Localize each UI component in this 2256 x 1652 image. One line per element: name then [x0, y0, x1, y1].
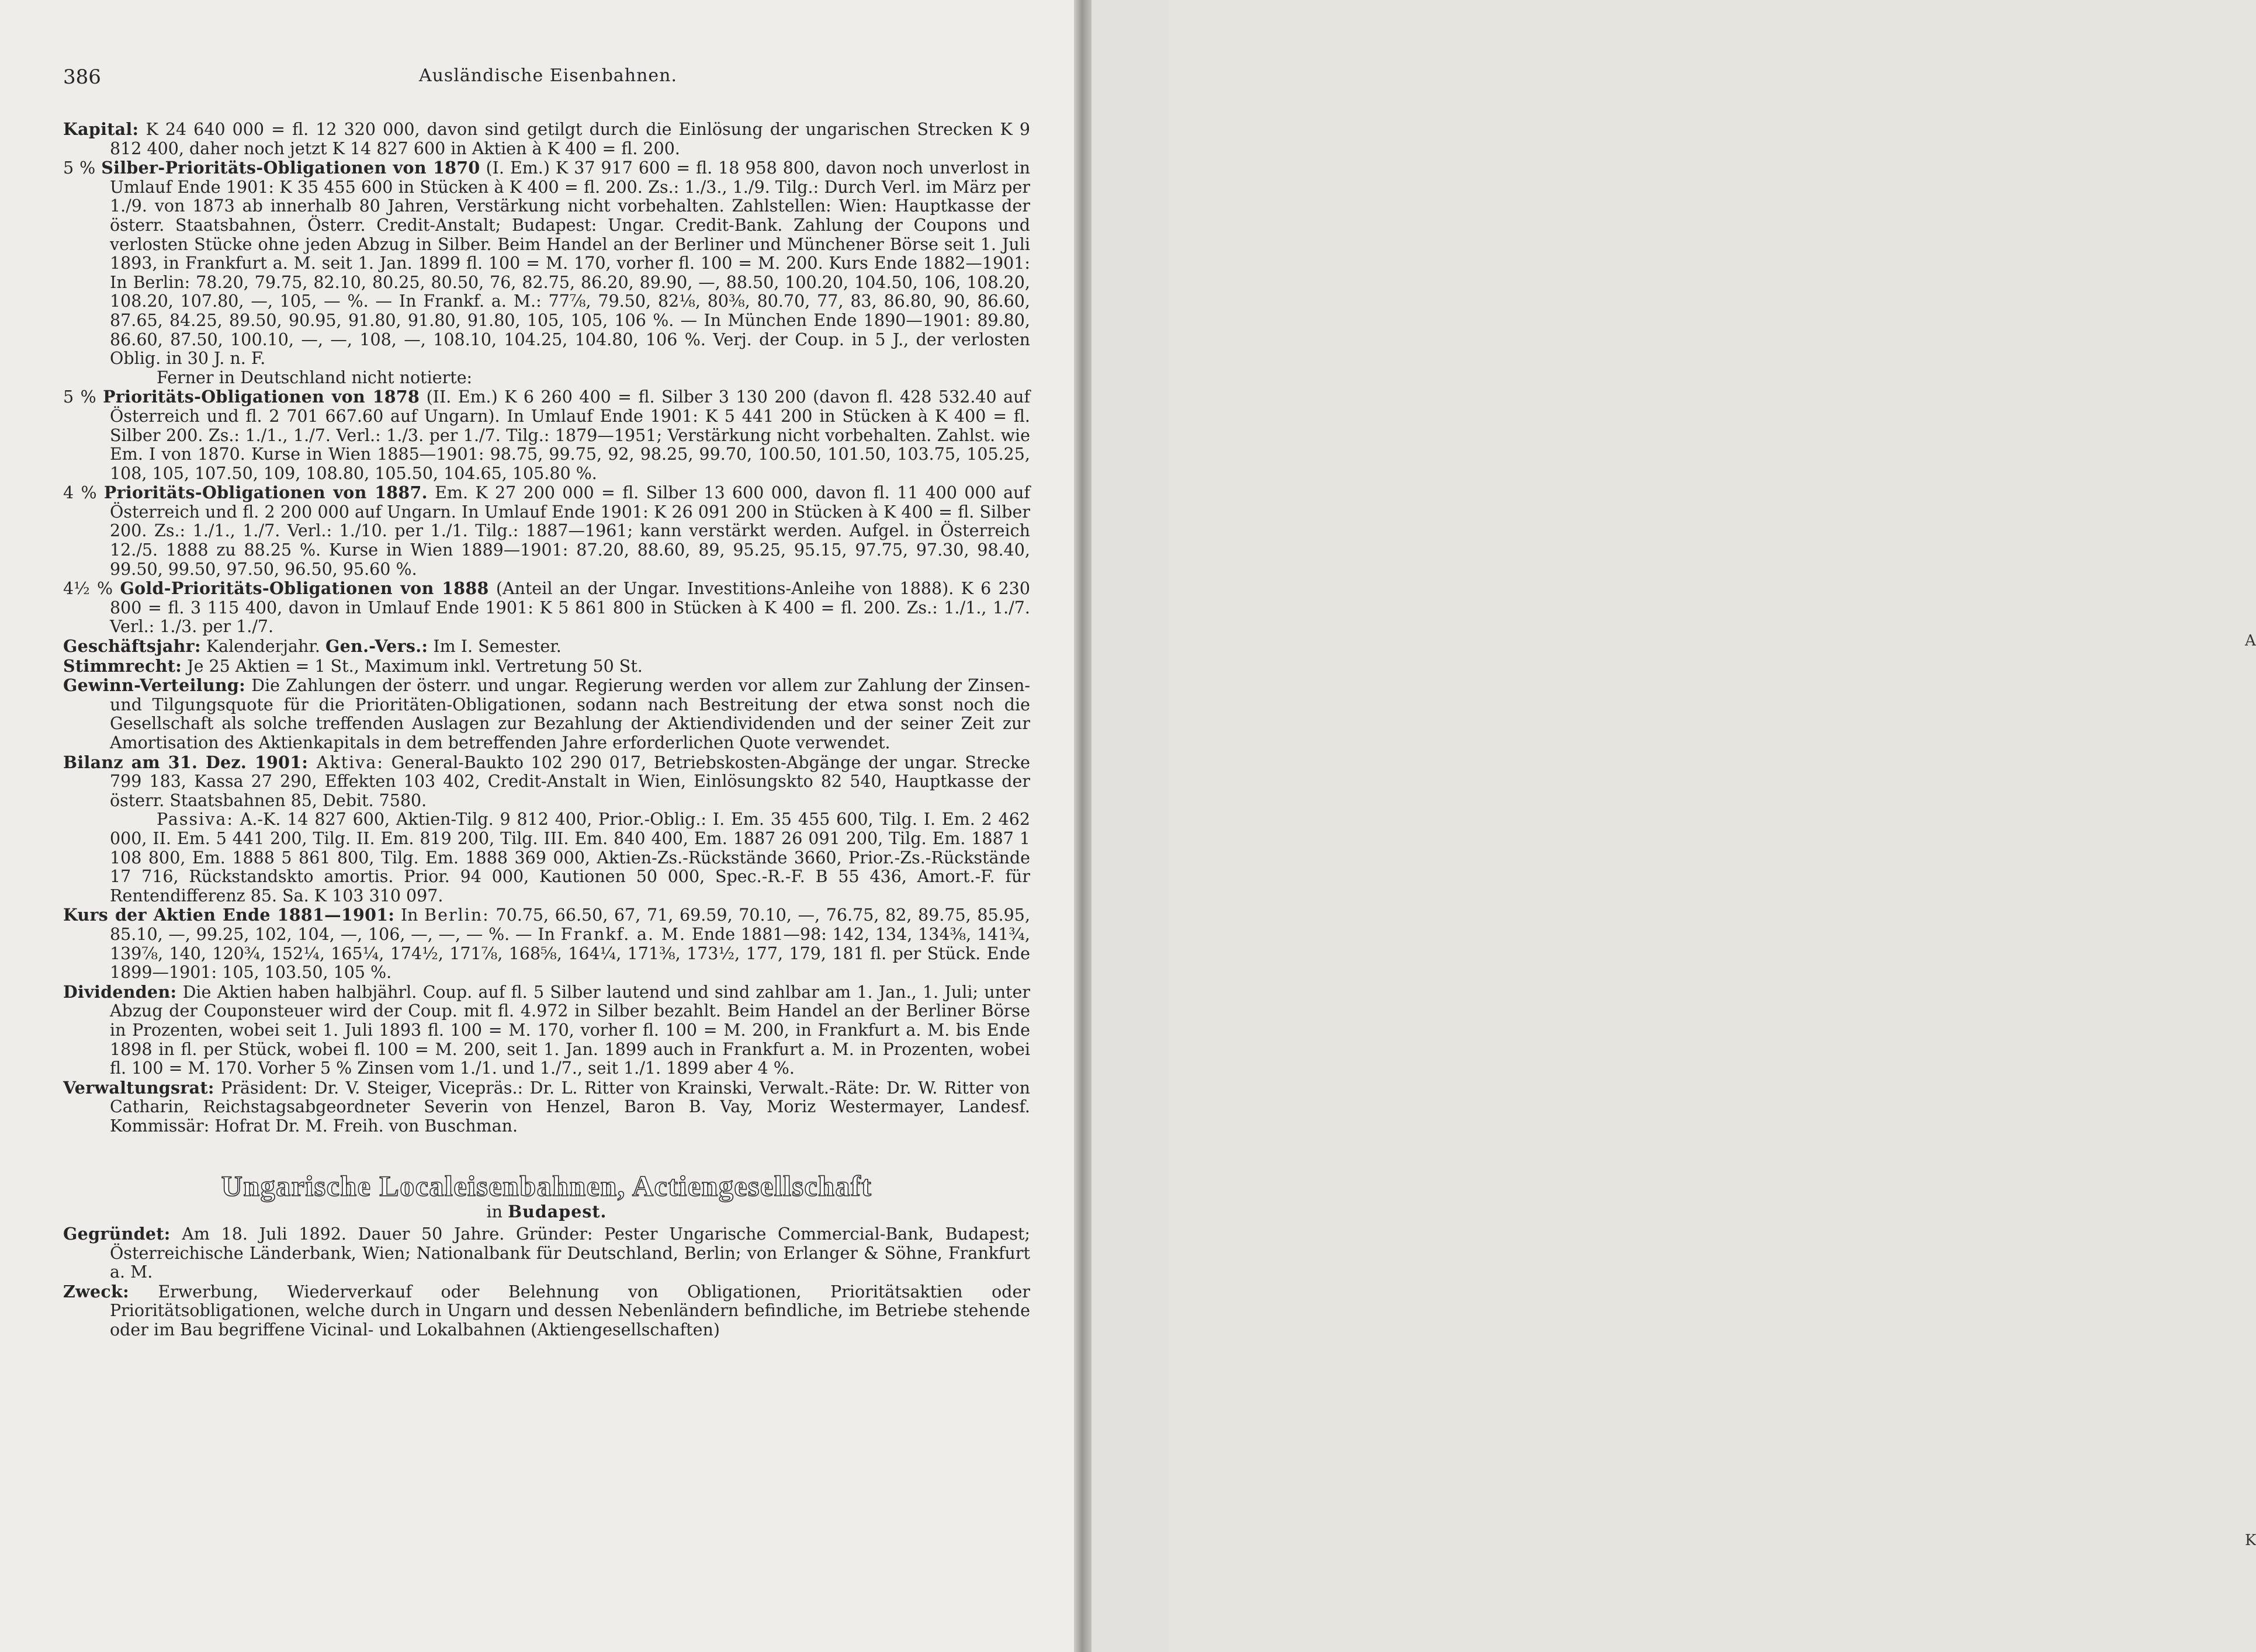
- entry-label-secondary: Gen.-Vers.:: [325, 636, 428, 657]
- assets-heading: Aktiva:: [308, 752, 384, 772]
- entry-label: Stimmrecht:: [63, 655, 182, 676]
- company-city: Budapest.: [508, 1202, 607, 1222]
- entry-text-secondary: Im I. Semester.: [428, 637, 562, 657]
- purpose-entry: [63, 1282, 1030, 1340]
- bond-1887-entry: [63, 483, 1030, 579]
- balance-assets-entry: [63, 753, 1030, 811]
- entry-text: (Anteil an der Ungar. Investitions-Anleihe von 1888). K 6 230 800 = fl. 3 115 400, davon in Umlauf Ende 1901: K 5 861 800 in Stücken à K 400 = fl. 200. Zs.: 1./1., 1./7. Verl.: 1./3. per 1./7.: [110, 579, 1030, 637]
- company-in-label: in: [486, 1202, 503, 1222]
- entry-text-berlin: 70.75, 66.50, 67, 71, 69.59, 70.10, —, 76.75, 82, 89.75, 85.95, 85.10, —, 99.25, 102, 104, —, 106, —, —, — %. — In: [110, 905, 1030, 944]
- entry-text: Die Zahlungen der österr. und ungar. Regierung werden vor allem zur Zahlung der Zinsen- und Tilgungsquote für die Prioritäten-Obligationen, sodann nach Bestreitung der etwa sonst noch die Gesellschaft als solche treffenden Auslagen zur Bezahlung der Aktiendividenden und der seiner Zeit zur Amortisation des Aktienkapitals in dem betreffenden Jahre erforderlichen Quote verwendet.: [110, 676, 1030, 752]
- entry-text: In: [394, 905, 425, 925]
- interest-rate: 4½ %: [63, 579, 113, 599]
- entry-text: A.-K. 14 827 600, Aktien-Tilg. 9 812 400, Prior.-Oblig.: I. Em. 35 455 600, Tilg. I. Em. 2 462 000, II. Em. 5 441 200, Tilg. II. Em. 819 200, Tilg. III. Em. 840 400, Em. 1887 26 091 200, Tilg. Em. 1887 1 108 800, Em. 1888 5 861 800, Tilg. Em. 1888 369 000, Aktien-Zs.-Rückstände 3660, Prior.-Zs.-Rückstände 17 716, Rückstandskto amortis. Prior. 94 000, Kautionen 50 000, Spec.-R.-F. B 55 436, Amort.-F. für Rentendifferenz 85. Sa. K 103 310 097.: [110, 810, 1030, 905]
- entry-label: Gold-Prioritäts-Obligationen von 1888: [120, 578, 489, 599]
- adjacent-page-edge: [1091, 0, 2256, 1652]
- entry-text: (II. Em.) K 6 260 400 = fl. Silber 3 130 200 (davon fl. 428 532.40 auf Österreich und fl. 2 701 667.60 auf Ungarn). In Umlauf Ende 1901: K 5 441 200 in Stücken à K 400 = fl. Silber 200. Zs.: 1./1., 1./7. Verl.: 1./3. per 1./7. Tilg.: 1879—1951; Verstärkung nicht vorbehalten. Zahlst. wie Em. I von 1870. Kurse in Wien 1885—1901: 98.75, 99.75, 92, 98.25, 99.70, 100.50, 101.50, 103.75, 105.25, 108, 105, 107.50, 109, 108.80, 105.50, 104.65, 105.80 %.: [110, 387, 1030, 483]
- interest-rate: 5 %: [63, 387, 96, 407]
- book-gutter: [1074, 0, 1091, 1652]
- entry-text: (I. Em.) K 37 917 600 = fl. 18 958 800, davon noch unverlost in Umlauf Ende 1901: K 35 455 600 in Stücken à K 400 = fl. 200. Zs.: 1./3., 1./9. Tilg.: Durch Verl. im März per 1./9. von 1873 ab innerhalb 80 Jahren, Verstärkung nicht vorbehalten. Zahlstellen: Wien: Hauptkasse der österr. Staatsbahnen, Österr. Credit-Anstalt; Budapest: Ungar. Credit-Bank. Zahlung der Coupons und verlosten Stücke ohne jeden Abzug in Silber. Beim Handel an der Berliner und Münchener Börse seit 1. Juli 1893, in Frankfurt a. M. seit 1. Jan. 1899 fl. 100 = M. 170, vorher fl. 100 = M. 200. Kurs Ende 1882—1901: In Berlin: 78.20, 79.75, 82.10, 80.25, 80.50, 76, 82.75, 86.20, 89.90, —, 88.50, 100.20, 104.50, 106, 108.20, 108.20, 107.80, —, 105, — %. — In Frankf. a. M.: 77⅞, 79.50, 82⅛, 80⅜, 80.70, 77, 83, 86.80, 90, 86.60, 87.65, 84.25, 89.50, 90.95, 91.80, 91.80, 91.80, 105, 105, 106 %. — In München Ende 1890—1901: 89.80, 86.60, 87.50, 100.10, —, —, 108, —, 108.10, 104.25, 104.80, 106 %. Verj. der Coup. in 5 J., der verlosten Oblig. in 30 J. n. F.: [110, 158, 1031, 369]
- entry-label: Geschäftsjahr:: [63, 636, 201, 657]
- adjacent-page-letter: K: [2245, 1532, 2256, 1549]
- entry-label: Prioritäts-Obligationen von 1887.: [103, 483, 428, 503]
- entry-label: Dividenden:: [63, 981, 177, 1002]
- berlin-heading: Berlin:: [424, 905, 490, 925]
- entry-text: Die Aktien haben halbjährl. Coup. auf fl. 5 Silber lautend und sind zahlbar am 1. Jan., 1. Juli; unter Abzug der Couponsteuer wird der Coup. mit fl. 4.972 in Silber bezahlt. Beim Handel an der Berliner Börse in Prozenten, wobei seit 1. Juli 1893 fl. 100 = M. 170, vorher fl. 100 = M. 200, in Frankfurt a. M. bis Ende 1898 in fl. per Stück, wobei fl. 100 = M. 200, seit 1. Jan. 1899 auch in Frankfurt a. M. in Prozenten, wobei fl. 100 = M. 170. Vorher 5 % Zinsen vom 1./1. und 1./7., seit 1./1. 1899 aber 4 %.: [110, 982, 1030, 1078]
- liabilities-heading: Passiva:: [157, 810, 234, 830]
- entry-label: Kapital:: [63, 119, 139, 139]
- adjacent-page-letter: A: [2245, 632, 2256, 650]
- gold-bond-1888-entry: [63, 579, 1030, 637]
- founded-entry: [63, 1224, 1030, 1282]
- entry-text: General-Baukto 102 290 017, Betriebskosten-Abgänge der ungar. Strecke 799 183, Kassa 27 290, Effekten 103 402, Credit-Anstalt in Wien, Einlösungskto 82 540, Hauptkasse der österr. Staatsbahnen 85, Debit. 7580.: [110, 752, 1030, 810]
- entry-label: Silber-Prioritäts-Obligationen von 1870: [101, 158, 480, 178]
- entry-label: Kurs der Aktien Ende 1881—1901:: [63, 905, 395, 925]
- page-header: [63, 65, 1033, 95]
- entry-text: Am 18. Juli 1892. Dauer 50 Jahre. Gründer: Pester Ungarische Commercial-Bank, Budapest; Österreichische Länderbank, Wien; Nationalbank für Deutschland, Berlin; von Erlanger & Söhne, Frankfurt a. M.: [110, 1224, 1030, 1282]
- bond-1878-entry: [63, 387, 1030, 483]
- board-entry: [63, 1078, 1030, 1136]
- company-title: Ungarische Localeisenbahnen, Actiengesellschaft: [221, 1169, 872, 1203]
- interest-rate: 4 %: [63, 483, 97, 503]
- entry-text: Ferner in Deutschland nicht notierte:: [157, 367, 473, 387]
- entry-text: Em. K 27 200 000 = fl. Silber 13 600 000, davon fl. 11 400 000 auf Österreich und fl. 2 200 000 auf Ungarn. In Umlauf Ende 1901: K 26 091 200 in Stücken à K 400 = fl. Silber 200. Zs.: 1./1., 1./7. Verl.: 1./10. per 1./1. Tilg.: 1887—1961; kann verstärkt werden. Aufgel. in Österreich 12./5. 1888 zu 88.25 %. Kurse in Wien 1889—1901: 87.20, 88.60, 89, 95.25, 95.15, 97.75, 97.30, 98.40, 99.50, 99.50, 97.50, 96.50, 95.60 %.: [110, 483, 1031, 579]
- bond-1870-entry: [63, 158, 1030, 369]
- interest-rate: 5 %: [63, 158, 96, 178]
- balance-liabilities-entry: [63, 810, 1030, 905]
- business-year-entry: [63, 637, 1030, 657]
- company-location: [63, 1202, 1030, 1222]
- entry-label: Gewinn-Verteilung:: [63, 675, 245, 696]
- frankfurt-heading: Frankf. a. M.: [560, 924, 687, 944]
- profit-distribution-entry: [63, 676, 1030, 752]
- dividends-entry: [63, 983, 1030, 1078]
- kapital-entry: [63, 120, 1030, 158]
- entry-label: Verwaltungsrat:: [63, 1077, 214, 1098]
- entry-text: Präsident: Dr. V. Steiger, Vicepräs.: Dr. L. Ritter von Krainski, Verwalt.-Räte: Dr. W. Ritter von Catharin, Reichstagsabgeordneter Severin von Henzel, Baron B. Vay, Moriz Westermayer, Landesf. Kommissär: Hofrat Dr. M. Freih. von Buschman.: [110, 1078, 1030, 1136]
- entry-label: Zweck:: [63, 1281, 129, 1302]
- voting-right-entry: [63, 657, 1030, 676]
- entry-text: Kalenderjahr.: [200, 637, 325, 657]
- entry-label: Gegründet:: [63, 1224, 171, 1244]
- entry-label: Prioritäts-Obligationen von 1878: [103, 387, 420, 407]
- share-prices-entry: [63, 905, 1030, 982]
- entry-text: Je 25 Aktien = 1 St., Maximum inkl. Vertretung 50 St.: [182, 656, 643, 676]
- entry-text: K 24 640 000 = fl. 12 320 000, davon sind getilgt durch die Einlösung der ungarischen Strecken K 9 812 400, daher noch jetzt K 14 827 600 in Aktien à K 400 = fl. 200.: [110, 120, 1030, 158]
- page-number: 386: [63, 65, 101, 89]
- entry-text-frankfurt: Ende 1881—98: 142, 134, 134⅜, 141¾, 139⅞, 140, 120¾, 152¼, 165¼, 174½, 171⅞, 168⅝, 164¼, 171⅜, 173½, 177, 179, 181 fl. per Stück. Ende 1899—1901: 105, 103.50, 105 %.: [110, 924, 1030, 983]
- running-head: Ausländische Eisenbahnen.: [418, 65, 678, 86]
- page-body: [63, 120, 1030, 1340]
- entry-label: Bilanz am 31. Dez. 1901:: [63, 752, 309, 772]
- further-not-listed-note: [63, 369, 1030, 388]
- book-page: [0, 0, 1074, 1652]
- entry-text: Erwerbung, Wiederverkauf oder Belehnung von Obligationen, Prioritätsaktien oder Prioritätsobligationen, welche durch in Ungarn und dessen Nebenländern befindliche, im Betriebe stehende oder im Bau begriffene Vicinal- und Lokalbahnen (Aktiengesellschaften): [110, 1282, 1030, 1340]
